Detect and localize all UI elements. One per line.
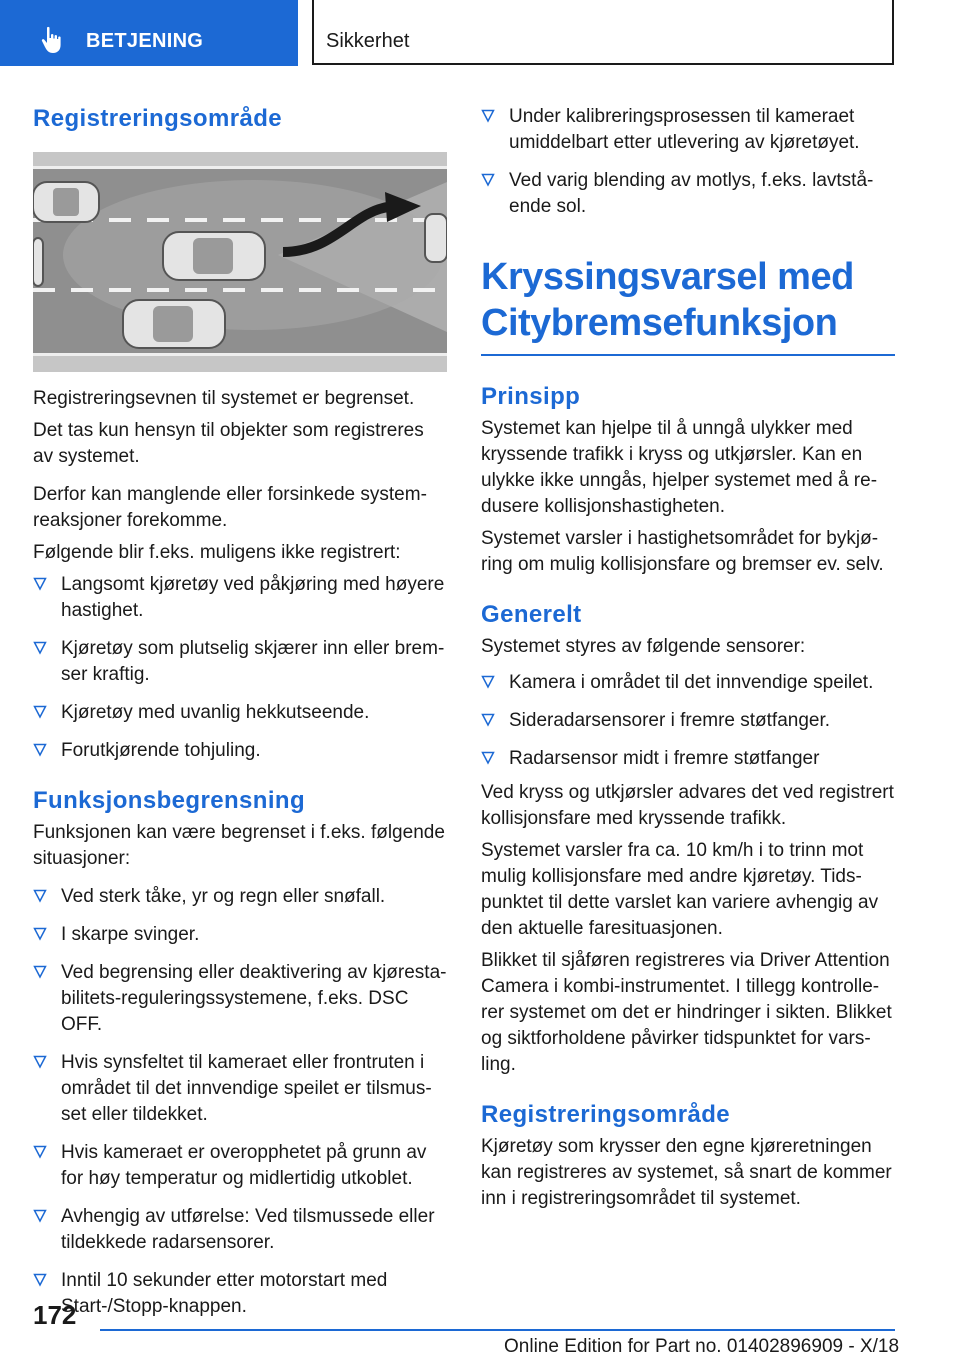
chapter-tab[interactable] <box>0 0 298 66</box>
triangle-bullet-icon <box>33 743 47 757</box>
triangle-bullet-icon <box>481 713 495 727</box>
bullet-list <box>481 670 895 772</box>
paragraph: Derfor kan manglende eller forsinkede systemreaksjoner forekomme. <box>33 484 427 531</box>
list-item: Kjøretøy som plutselig skjærer inn eller bremser kraftig. <box>33 636 449 688</box>
list-item: Sideradarsensorer i fremre støtfanger. <box>481 708 895 734</box>
list-item: Hvis kameraet er overopphetet på grunn av for høy temperatur og midlertidig utkoblet. <box>33 1140 449 1192</box>
page-number: 172 <box>33 1300 77 1330</box>
list-item: Hvis synsfeltet til kameraet eller frontruten i området til det innvendige speilet er tilsmusset eller tildekket. <box>33 1050 449 1128</box>
list-item: Ved begrensing eller deaktivering av kjørestabilitets-reguleringssystemene, f.eks. DSC OFF. <box>33 960 449 1038</box>
header-divider <box>312 0 314 64</box>
header-right-border <box>892 0 894 64</box>
triangle-bullet-icon <box>481 675 495 689</box>
triangle-bullet-icon <box>481 173 495 187</box>
header-underline <box>312 63 894 65</box>
footer-edition: Online Edition for Part no. 01402896909 - X/18 <box>504 1336 900 1357</box>
triangle-bullet-icon <box>33 889 47 903</box>
paragraph: Systemet styres av følgende sensorer: <box>481 636 806 657</box>
triangle-bullet-icon <box>33 1145 47 1159</box>
heading-generelt: Generelt <box>481 601 582 628</box>
list-item: Ved varig blending av motlys, f.eks. lavtstående sol. <box>481 168 895 220</box>
paragraph: Systemet varsler i hastighetsområdet for bykjøring om mulig kollisjonsfare og bremser ev. selv. <box>481 528 884 575</box>
list-item: Kamera i området til det innvendige speilet. <box>481 670 895 696</box>
chapter-tab-label: BETJENING <box>86 30 204 52</box>
heading-registreringsomrade: Registreringsområde <box>33 105 283 132</box>
heading-registreringsomrade-2: Registreringsområde <box>481 1101 731 1128</box>
paragraph: Systemet kan hjelpe til å unngå ulykker med kryssende trafikk i kryss og utkjørsler. Kan en ulykke ikke unngås, hjelper systemet med å redusere kollisjonshastigheten. <box>481 418 878 517</box>
list-item: Langsomt kjøretøy ved påkjøring med høyere hastighet. <box>33 572 449 624</box>
chapter-title: Kryssingsvarsel med Citybremsefunksjon <box>481 256 854 344</box>
bullet-list <box>33 572 449 764</box>
triangle-bullet-icon <box>33 965 47 979</box>
triangle-bullet-icon <box>33 705 47 719</box>
section-title: Sikkerhet <box>326 30 410 52</box>
triangle-bullet-icon <box>33 1209 47 1223</box>
footer-rule <box>100 1329 895 1331</box>
list-item: Kjøretøy med uvanlig hekkutseende. <box>33 700 449 726</box>
bullet-list <box>481 104 895 220</box>
title-underline <box>481 354 895 356</box>
triangle-bullet-icon <box>33 577 47 591</box>
paragraph: Ved kryss og utkjørsler advares det ved registrert kollisjonsfare med kryssende trafikk. <box>481 782 894 829</box>
detection-range-illustration <box>33 152 447 372</box>
list-item: Forutkjørende tohjuling. <box>33 738 449 764</box>
triangle-bullet-icon <box>33 641 47 655</box>
paragraph: Registreringsevnen til systemet er begrenset. <box>33 388 415 409</box>
triangle-bullet-icon <box>481 751 495 765</box>
triangle-bullet-icon <box>33 927 47 941</box>
list-item: Ved sterk tåke, yr og regn eller snøfall. <box>33 884 449 910</box>
list-item: I skarpe svinger. <box>33 922 449 948</box>
paragraph: Det tas kun hensyn til objekter som registreres av systemet. <box>33 420 424 467</box>
paragraph: Følgende blir f.eks. muligens ikke registrert: <box>33 542 401 563</box>
triangle-bullet-icon <box>33 1055 47 1069</box>
triangle-bullet-icon <box>33 1273 47 1287</box>
triangle-bullet-icon <box>481 109 495 123</box>
heading-funksjonsbegrensning: Funksjonsbegrensning <box>33 787 306 814</box>
list-item: Avhengig av utførelse: Ved tilsmussede eller tildekkede radarsensorer. <box>33 1204 449 1256</box>
right-column <box>481 104 895 1218</box>
heading-prinsipp: Prinsipp <box>481 383 581 410</box>
list-item: Radarsensor midt i fremre støtfanger <box>481 746 895 772</box>
bullet-list <box>33 884 449 1320</box>
paragraph: Funksjonen kan være begrenset i f.eks. følgende situasjoner: <box>33 822 445 869</box>
list-item: Under kalibreringsprosessen til kameraet umiddelbart etter utlevering av kjøretøyet. <box>481 104 895 156</box>
list-item: Inntil 10 sekunder etter motorstart med Start-/Stopp-knappen. <box>33 1268 449 1320</box>
paragraph: Blikket til sjåføren registreres via Driver Attention Camera i kombi-instrumentet. I tillegg kontrollerer systemet om det er hindringer i sikten. Blikket og siktforholdene påvirker tidspunktet for varsling. <box>481 950 892 1075</box>
left-column <box>33 104 449 1332</box>
paragraph: Systemet varsler fra ca. 10 km/h i to trinn mot mulig kollisjonsfare med andre kjøretøy. Tidspunktet til dette varslet kan variere avhengig av den aktuelle faresituasjonen. <box>481 840 879 939</box>
hand-pointer-icon <box>40 26 66 54</box>
paragraph: Kjøretøy som krysser den egne kjøreretningen kan registreres av systemet, så snart de kommer inn i registreringsområdet til systemet. <box>481 1136 892 1209</box>
